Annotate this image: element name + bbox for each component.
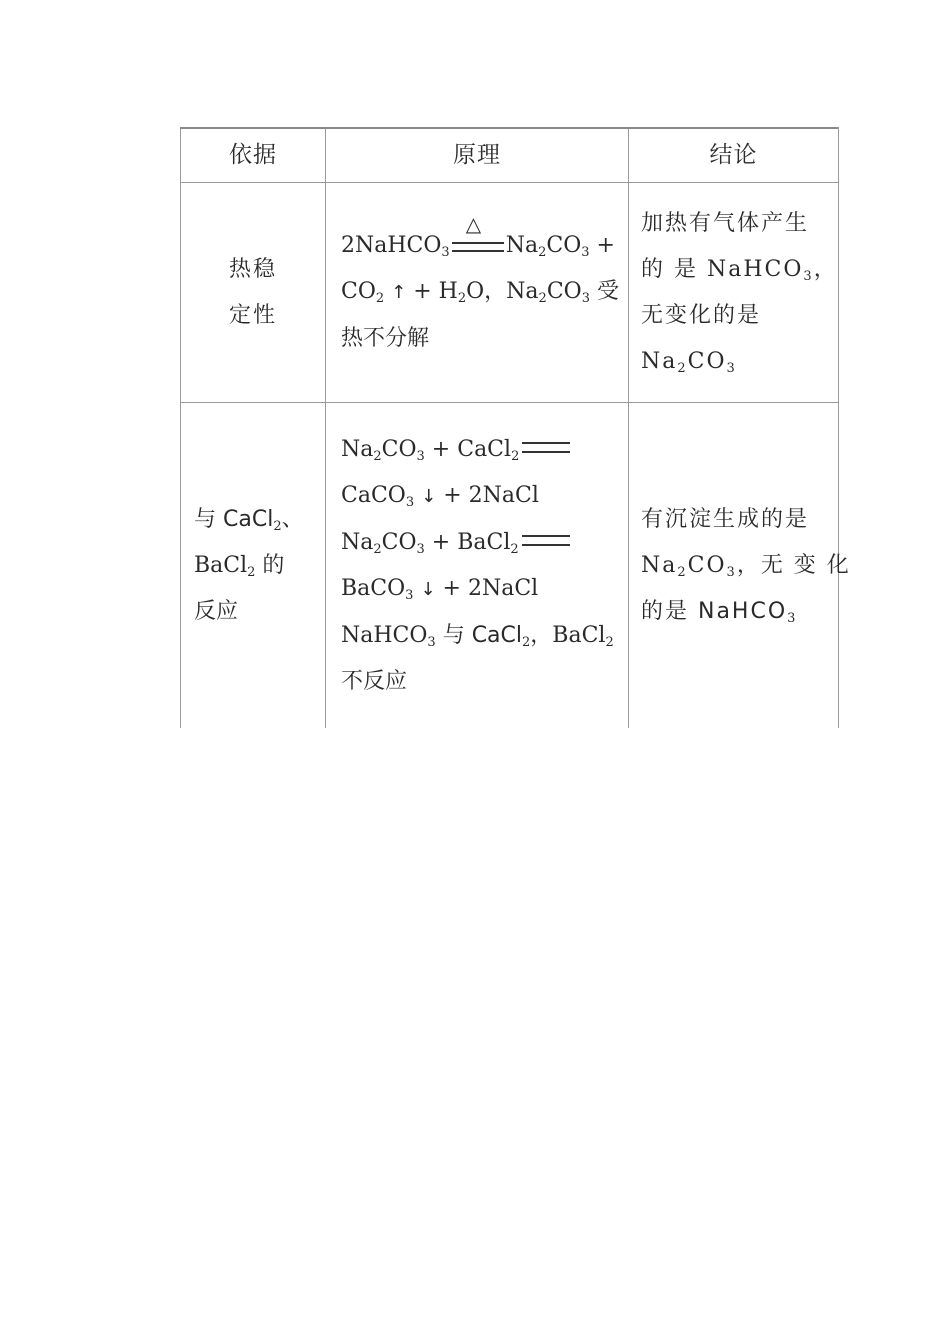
principle-text-line: 热不分解 (341, 326, 430, 351)
down-arrow-icon: ↓ (421, 485, 437, 507)
header-conclusion: 结论 (629, 128, 839, 183)
equation-line: BaCO$_3$ ↓ + 2NaCl (341, 575, 539, 603)
equation-line: 2NaHCO$_3$ △ $Na_2CO_3$ + (341, 212, 615, 260)
conclusion-line: 的是 NaHCO$_3$ (641, 598, 798, 626)
conclusion-line: $Na_2CO_3$，无 变 化 (641, 552, 851, 580)
cell-basis-chloride (181, 403, 326, 729)
conclusion-line: 有沉淀生成的是 (641, 506, 810, 532)
equation-line: $CO_2$ ↑ + $H_2O$，$Na_2CO_3$ 受 (341, 279, 619, 306)
cell-basis-thermal (181, 183, 326, 403)
comparison-table (180, 127, 851, 728)
basis-line: 热稳 (228, 256, 277, 282)
equation-line: NaHCO$_3$ 与 CaCl$_2$，BaCl$_2$ (341, 622, 614, 650)
table-header-row (181, 128, 839, 183)
cell-principle-thermal (326, 183, 629, 403)
cell-conclusion-thermal (629, 183, 839, 403)
conclusion-line: 无变化的是 (641, 302, 762, 328)
cell-principle-chloride (326, 403, 629, 729)
up-arrow-icon: ↑ (391, 282, 407, 303)
basis-line: 反应 (194, 598, 239, 624)
triangle-icon: △ (465, 212, 482, 236)
conclusion-line: 的 是 NaHCO$_3$， (641, 256, 838, 284)
basis-line: 与 CaCl$_2$、 (194, 506, 304, 534)
conclusion-line: $Na_2CO_3$ (641, 348, 737, 376)
table-row-chloride-reaction (181, 403, 839, 729)
table (180, 127, 851, 728)
equation-line: CaCO$_3$ ↓ + 2NaCl (341, 482, 539, 510)
equation-line: $Na_2CO_3$ + CaCl$_2$ (341, 427, 618, 473)
basis-line: BaCl$_2$ 的 (194, 552, 285, 580)
header-principle: 原理 (326, 128, 629, 183)
table-top-rule (180, 127, 838, 129)
principle-text-line: 不反应 (341, 668, 408, 694)
header-basis: 依据 (181, 128, 326, 183)
equation-line: $Na_2CO_3$ + BaCl$_2$ (341, 520, 618, 566)
cell-conclusion-chloride (629, 403, 851, 729)
basis-line: 定性 (228, 302, 277, 328)
down-arrow-icon: ↓ (420, 578, 436, 600)
conclusion-line: 加热有气体产生 (641, 210, 810, 236)
equals-sign (522, 442, 570, 453)
equals-sign (522, 535, 570, 546)
heat-condition-sign (452, 212, 504, 256)
table-row-thermal-stability (181, 183, 839, 403)
